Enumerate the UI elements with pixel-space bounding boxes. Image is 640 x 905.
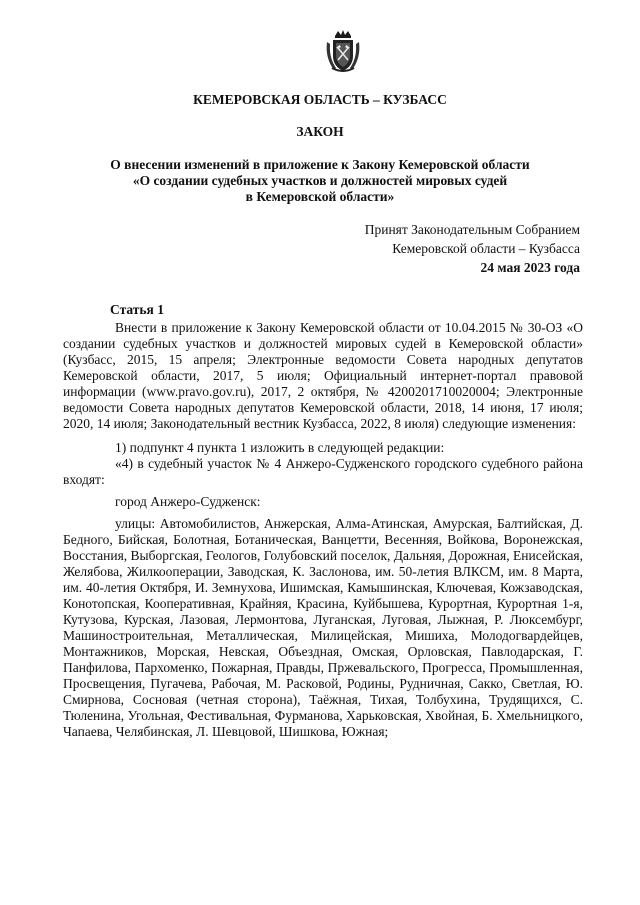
law-title-line-1: О внесении изменений в приложение к Закону Кемеровской области (110, 157, 530, 172)
quoted-subparagraph: «4) в судебный участок № 4 Анжеро-Судженского городского судебного района входят: (63, 456, 583, 487)
acceptance-date: 24 мая 2023 года (480, 260, 580, 275)
acceptance-block (365, 220, 580, 277)
coat-of-arms-icon (324, 28, 362, 74)
streets-list: улицы: Автомобилистов, Анжерская, Алма-Атинская, Амурская, Балтийская, Д. Бедного, Бийская, Болотная, Ботаническая, Ванцетти, Весенняя, Войкова, Воронежская, Восстания, Выборгская, Геологов, Голубовский поселок, Дальняя, Дорожная, Енисейская, Желябова, Жилкооперации, Заводская, К. Заслонова, им. 50-летия ВЛКСМ, им. 8 Марта, им. 40-летия Октября, И. Земнухова, Ишимская, Камышинская, Ключевая, Кожзаводская, Конотопская, Кооперативная, Крайняя, Красина, Куйбышева, Курортная, Курортная 1-я, Кутузова, Курская, Лазовая, Лермонтова, Луганская, Луговая, Лыжная, Р. Люксембург, Машиностроительная, Металлическая, Милицейская, Мишиха, Молодогвардейцев, Монтажников, Морская, Невская, Объездная, Омская, Орловская, Павлодарская, Г. Панфилова, Пархоменко, Пожарная, Правды, Пржевальского, Прогресса, Промышленная, Просвещения, Пугачева, Рабочая, М. Расковой, Родины, Рудничная, Сакко, Светлая, Ю. Смирнова, Сосновая (четная сторона), Таёжная, Тихая, Толбухина, Трудящихся, С. Тюленина, Угольная, Фестивальная, Фурманова, Харьковская, Хвойная, Б. Хмельницкого, Чапаева, Челябинская, Л. Шевцовой, Шишкова, Южная; (63, 516, 583, 739)
region-heading: КЕМЕРОВСКАЯ ОБЛАСТЬ – КУЗБАСС (193, 92, 447, 107)
article-intro: Внести в приложение к Закону Кемеровской области от 10.04.2015 № 30-ОЗ «О создании судебных участков и должностей мировых судей в Кемеровской области» (Кузбасс, 2015, 15 апреля; Электронные ведомости Совета народных депутатов Кемеровской области, 2017, 5 июля; Официальный интернет-портал правовой информации (www.pravo.gov.ru), 2017, 2 октября, № 4200201710020004; Электронные ведомости Совета народных депутатов Кемеровской области, 2018, 14 июня, 17 июля; 2020, 14 июля; Законодательный вестник Кузбасса, 2022, 8 июля) следующие изменения: (63, 320, 583, 431)
article-title: Статья 1 (110, 302, 164, 317)
document-type: ЗАКОН (296, 124, 344, 139)
article-body (63, 320, 583, 740)
law-title-line-3: в Кемеровской области» (245, 189, 395, 204)
law-title-line-2: «О создании судебных участков и должностей мировых судей (132, 173, 508, 188)
acceptance-line-1: Принят Законодательным Собранием (364, 222, 580, 237)
city-name: город Анжеро-Судженск: (115, 494, 261, 509)
acceptance-line-2: Кемеровской области – Кузбасса (392, 241, 580, 256)
amendment-item-1: 1) подпункт 4 пункта 1 изложить в следующей редакции: (115, 440, 445, 455)
